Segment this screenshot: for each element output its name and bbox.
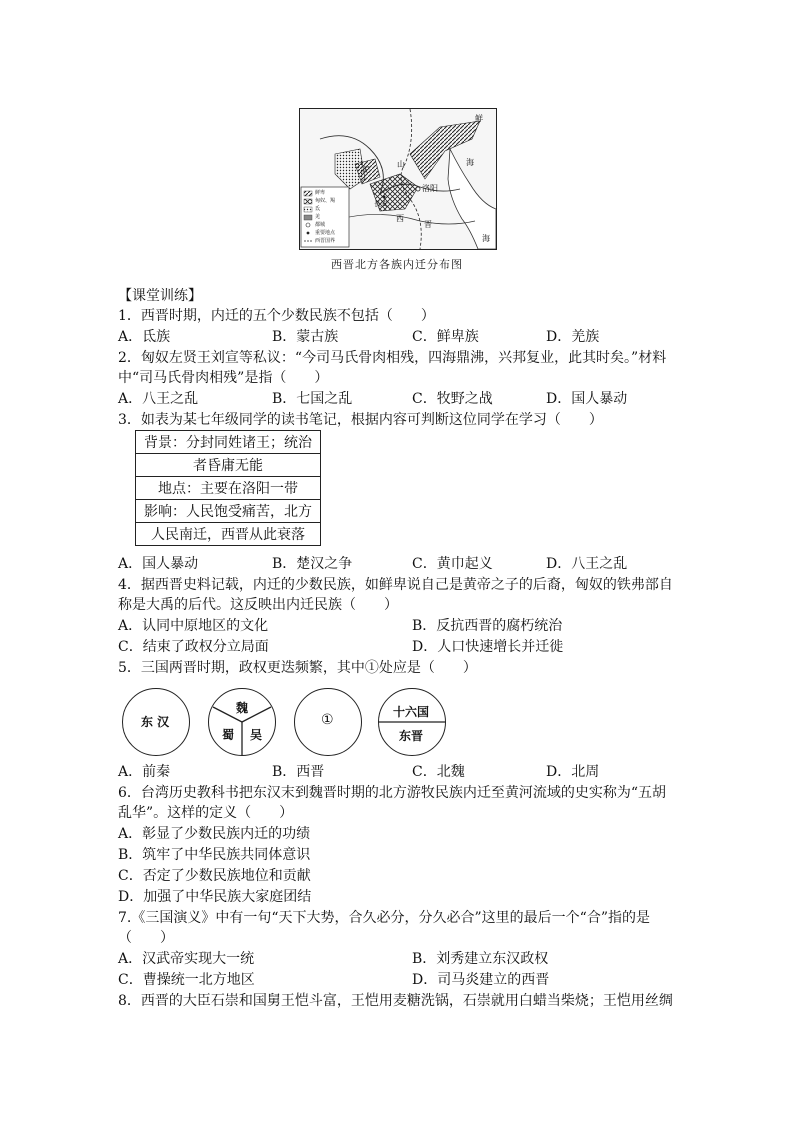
option-c[interactable]: C．牧野之战 [412, 391, 493, 407]
legend-item: 西晋国界 [315, 238, 336, 244]
option-a[interactable]: A．国人暴动 [118, 556, 199, 572]
notes-cell: 影响：人民饱受痛苦，北方 [136, 500, 321, 523]
question-6-stem: 6．台湾历史教科书把东汉末到魏晋时期的北方游牧民族内迁至黄河流域的史实称为“五胡 [118, 785, 667, 801]
map-label: 洛阳 [422, 184, 438, 193]
question-7-stem: 7.《三国演义》中有一句“天下大势，合久必分，分久必合”这里的最后一个“合”指的是 [118, 910, 650, 926]
section-title: 【课堂训练】 [118, 288, 202, 304]
legend-item: 氐 [315, 206, 321, 212]
question-4-stem: 4．据西晋史料记载，内迁的少数民族，如鲜卑说自己是黄帝之子的后裔，匈奴的铁弗部自 [118, 577, 673, 593]
question-1-stem: 1．西晋时期，内迁的五个少数民族不包括（ ） [118, 308, 435, 324]
question-4-stem-cont: 称是大禹的后代。这反映出内迁民族（ ） [118, 597, 398, 613]
option-b[interactable]: B．筑牢了中华民族共同体意识 [118, 847, 311, 863]
question-7-stem-cont: （ ） [118, 930, 174, 946]
legend-item: 鲜卑 [315, 190, 326, 196]
circle-label: 蜀 [222, 728, 235, 742]
option-b[interactable]: B．蒙古族 [272, 329, 339, 345]
circle-label: 十六国 [393, 705, 430, 719]
option-c[interactable]: C．北魏 [412, 764, 465, 780]
question-3-stem: 3．如表为某七年级同学的读书笔记，根据内容可判断这位同学在学习（ ） [118, 412, 603, 428]
option-a[interactable]: A．前秦 [118, 764, 171, 780]
circle-label: 东 汉 [141, 715, 170, 729]
option-a[interactable]: A．氐族 [118, 329, 171, 345]
map-graphic [300, 109, 496, 249]
circle-label: 东晋 [399, 729, 424, 743]
option-c[interactable]: C．曹操统一北方地区 [118, 972, 255, 988]
option-d[interactable]: D．八王之乱 [546, 556, 628, 572]
option-b[interactable]: B．七国之乱 [272, 391, 353, 407]
map-label: 西 [396, 214, 404, 223]
circle-label: 吴 [250, 728, 263, 742]
option-a[interactable]: A．彰显了少数民族内迁的功绩 [118, 826, 311, 842]
option-c[interactable]: C．否定了少数民族地位和贡献 [118, 868, 311, 884]
circle-label: ① [321, 712, 334, 728]
legend-item: 重要地点 [315, 230, 336, 236]
question-2-stem: 2．匈奴左贤王刘宣等私议：“今司马氏骨肉相残，四海鼎沸，兴邦复业，此其时矣。”材料 [118, 350, 667, 366]
map-label: 海 [466, 158, 474, 167]
map-label: 海 [482, 234, 490, 243]
legend-item: 羌 [315, 214, 321, 220]
legend-item: 匈奴、羯 [315, 198, 336, 204]
notes-cell: 背景：分封同姓诸王；统治 [136, 431, 321, 454]
map-label: 羌 [362, 165, 370, 174]
circle-label: 魏 [236, 701, 249, 715]
migration-map [299, 108, 497, 250]
option-d[interactable]: D．人口快速增长并迁徙 [412, 639, 564, 655]
option-d[interactable]: D．羌族 [546, 329, 600, 345]
option-a[interactable]: A．汉武帝实现大一统 [118, 951, 255, 967]
option-b[interactable]: B．刘秀建立东汉政权 [412, 951, 549, 967]
notes-cell: 人民南迁，西晋从此衰落 [136, 523, 321, 546]
circle-divider [379, 689, 445, 755]
circle-three-kingdoms [208, 688, 276, 756]
option-c[interactable]: C．结束了政权分立局面 [118, 639, 269, 655]
map-label: 山 [397, 160, 405, 169]
figure-caption: 西晋北方各族内迁分布图 [331, 258, 463, 271]
option-c[interactable]: C．黄巾起义 [412, 556, 493, 572]
notes-cell: 地点：主要在洛阳一带 [136, 477, 321, 500]
notes-cell: 者昏庸无能 [136, 454, 321, 477]
circle-donghan [122, 688, 190, 756]
circle-blank [294, 688, 362, 756]
option-c[interactable]: C．鲜卑族 [412, 329, 479, 345]
option-a[interactable]: A．八王之乱 [118, 391, 199, 407]
map-label: 长安 [374, 200, 388, 208]
map-label: 晋 [424, 220, 432, 229]
question-8-stem: 8．西晋的大臣石崇和国舅王恺斗富，王恺用麦糖洗锅，石崇就用白蜡当柴烧；王恺用丝绸 [118, 993, 673, 1009]
question-5-stem: 5．三国两晋时期，政权更迭频繁，其中①处应是（ ） [118, 660, 477, 676]
question-6-stem-cont: 乱华”。这样的定义（ ） [118, 805, 294, 821]
option-d[interactable]: D．司马炎建立的西晋 [412, 972, 550, 988]
option-d[interactable]: D．国人暴动 [546, 391, 628, 407]
option-d[interactable]: D．加强了中华民族大家庭团结 [118, 889, 312, 905]
option-b[interactable]: B．楚汉之争 [272, 556, 353, 572]
option-b[interactable]: B．西晋 [272, 764, 325, 780]
circle-dongjin [378, 688, 446, 756]
option-b[interactable]: B．反抗西晋的腐朽统治 [412, 618, 563, 634]
map-label: 鲜 [475, 114, 483, 123]
option-a[interactable]: A．认同中原地区的文化 [118, 618, 269, 634]
legend-item: 都城 [315, 222, 326, 228]
dynasty-circles [122, 688, 452, 758]
reading-notes-table [135, 430, 321, 546]
question-2-stem-cont: 中“司马氏骨肉相残”是指（ ） [118, 370, 329, 386]
option-d[interactable]: D．北周 [546, 764, 600, 780]
